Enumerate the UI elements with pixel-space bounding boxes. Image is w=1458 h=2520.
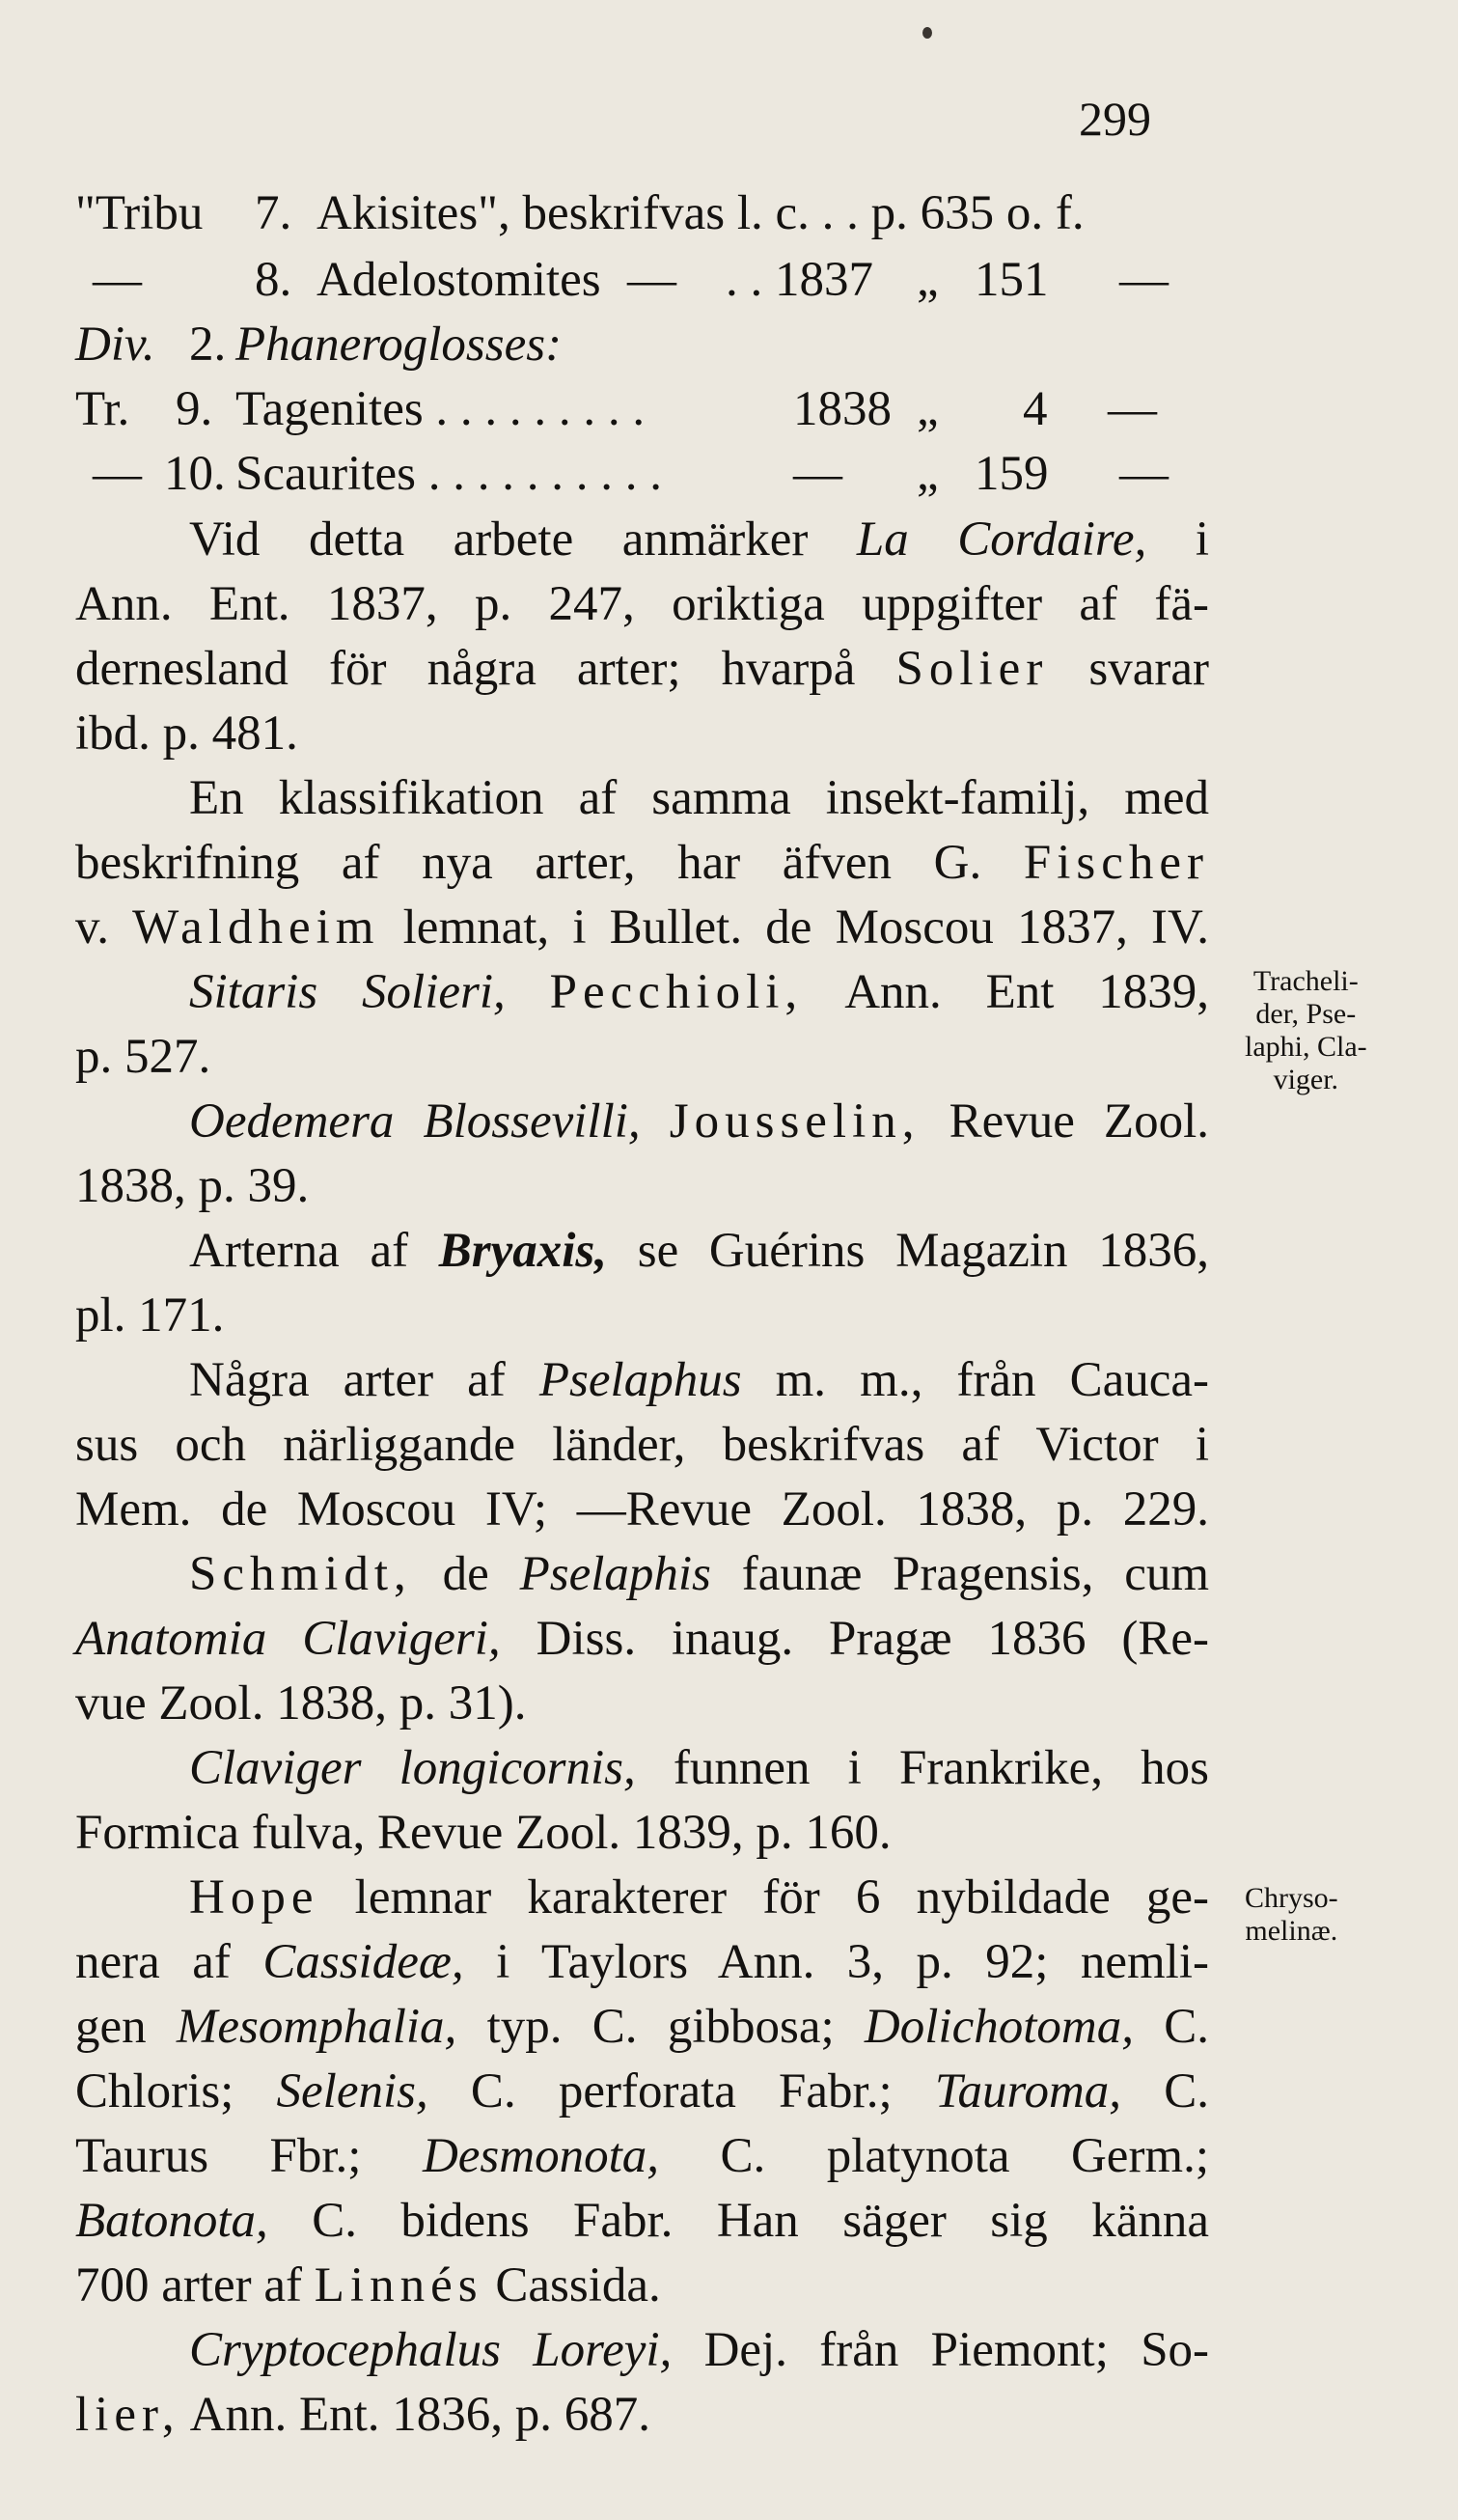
text-line: Oedemera Blossevilli, Jousselin, Revue Zool.: [189, 1094, 1210, 1149]
text-line: ibd. p. 481.: [75, 706, 298, 761]
text-line: vue Zool. 1838, p. 31).: [75, 1676, 527, 1731]
text-line: v. Waldheim lemnat, i Bullet. de Moscou 1837, IV.: [75, 900, 1209, 955]
text-line: Cryptocephalus Loreyi, Dej. från Piemont; So-: [189, 2323, 1210, 2377]
text-line: En klassifikation af samma insekt-familj, med: [189, 771, 1209, 825]
text-line: Anatomia Clavigeri, Diss. inaug. Pragæ 1836 (Re-: [75, 1612, 1210, 1666]
text-line: gen Mesomphalia, typ. C. gibbosa; Dolichotoma, C.: [75, 2000, 1210, 2054]
ink-speck: [922, 27, 932, 39]
tribu-row-1: "Tribu: [75, 186, 204, 240]
text-line: Formica fulva, Revue Zool. 1839, p. 160.: [75, 1806, 892, 1860]
text-line: Mem. de Moscou IV; —Revue Zool. 1838, p. 229.: [75, 1482, 1209, 1537]
tribu-row-2-name: Adelostomites: [316, 253, 601, 307]
text-line: Claviger longicornis, funnen i Frankrike, hos: [189, 1741, 1209, 1795]
tribu-row-5-quote: „: [917, 447, 939, 501]
text-line: sus och närliggande länder, beskrifvas af Victor i: [75, 1418, 1209, 1472]
tribu-row-1-num: 7.: [255, 186, 292, 240]
tribu-row-2-dash: —: [93, 253, 142, 307]
text-line: Hope lemnar karakterer för 6 nybildade ge-: [189, 1870, 1209, 1925]
tribu-row-4-dash-end: —: [1108, 382, 1157, 436]
tribu-row-2-page: 151: [975, 253, 1049, 307]
text-line: Schmidt, de Pselaphis faunæ Pragensis, cum: [189, 1547, 1210, 1601]
tribu-row-4-num: 9.: [176, 382, 213, 436]
tribu-row-5-num: 10.: [164, 447, 226, 501]
tribu-row-2-num: 8.: [255, 253, 292, 307]
div-label: Div.: [75, 318, 155, 372]
text-line: nera af Cassideæ, i Taylors Ann. 3, p. 92; nemli-: [75, 1935, 1210, 1989]
div-num: 2.: [189, 318, 227, 372]
tribu-row-4-page: 4: [1023, 382, 1048, 436]
tribu-row-1-text: Akisites", beskrifvas l. c. . . p. 635 o. f.: [316, 186, 1085, 240]
text-line: Ann. Ent. 1837, p. 247, oriktiga uppgifter af fä-: [75, 577, 1209, 631]
text-line: Batonota, C. bidens Fabr. Han säger sig känna: [75, 2194, 1209, 2248]
tribu-row-5-name: Scaurites . . . . . . . . . .: [235, 447, 662, 501]
margin-note-tracheliders: Tracheli- der, Pse- laphi, Cla- viger.: [1245, 965, 1367, 1095]
text-line: Sitaris Solieri, Pecchioli, Ann. Ent 1839,: [189, 965, 1210, 1019]
text-line: Chloris; Selenis, C. perforata Fabr.; Tauroma, C.: [75, 2064, 1209, 2118]
text-line: Några arter af Pselaphus m. m., från Cauca-: [189, 1353, 1210, 1407]
text-line: pl. 171.: [75, 1288, 225, 1343]
tribu-row-2-dash-end: —: [1119, 253, 1169, 307]
tribu-row-5-dash: —: [93, 447, 142, 501]
text-line: 700 arter af Linnés Cassida.: [75, 2258, 661, 2312]
text-line: dernesland för några arter; hvarpå Solier svarar: [75, 642, 1210, 696]
tribu-row-4-year: 1838: [793, 382, 892, 436]
text-line: lier, Ann. Ent. 1836, p. 687.: [75, 2388, 651, 2442]
margin-note-chrysomelinae: Chryso- melinæ.: [1245, 1882, 1338, 1947]
tribu-row-2-ditto: —: [627, 253, 676, 307]
text-line: beskrifning af nya arter, har äfven G. Fischer: [75, 836, 1209, 890]
text-line: p. 527.: [75, 1030, 211, 1084]
tribu-row-2-year: . . 1837: [726, 253, 873, 307]
text-line: Arterna af Bryaxis, se Guérins Magazin 1836,: [189, 1224, 1209, 1278]
tribu-row-5-page: 159: [975, 447, 1049, 501]
text-line: 1838, p. 39.: [75, 1159, 310, 1213]
text-line: Taurus Fbr.; Desmonota, C. platynota Germ.;: [75, 2129, 1210, 2183]
tribu-row-2-quote: „: [917, 253, 939, 307]
div-name: Phaneroglosses:: [235, 318, 563, 372]
tribu-row-5-ditto: —: [793, 447, 842, 501]
text-line: Vid detta arbete anmärker La Cordaire, i: [189, 512, 1210, 567]
tribu-row-4-quote: „: [917, 382, 939, 436]
page-number: 299: [1079, 92, 1151, 146]
tribu-row-5-dash-end: —: [1119, 447, 1169, 501]
tribu-row-4-name: Tagenites . . . . . . . . .: [235, 382, 646, 436]
tribu-row-4-label: Tr.: [75, 382, 130, 436]
